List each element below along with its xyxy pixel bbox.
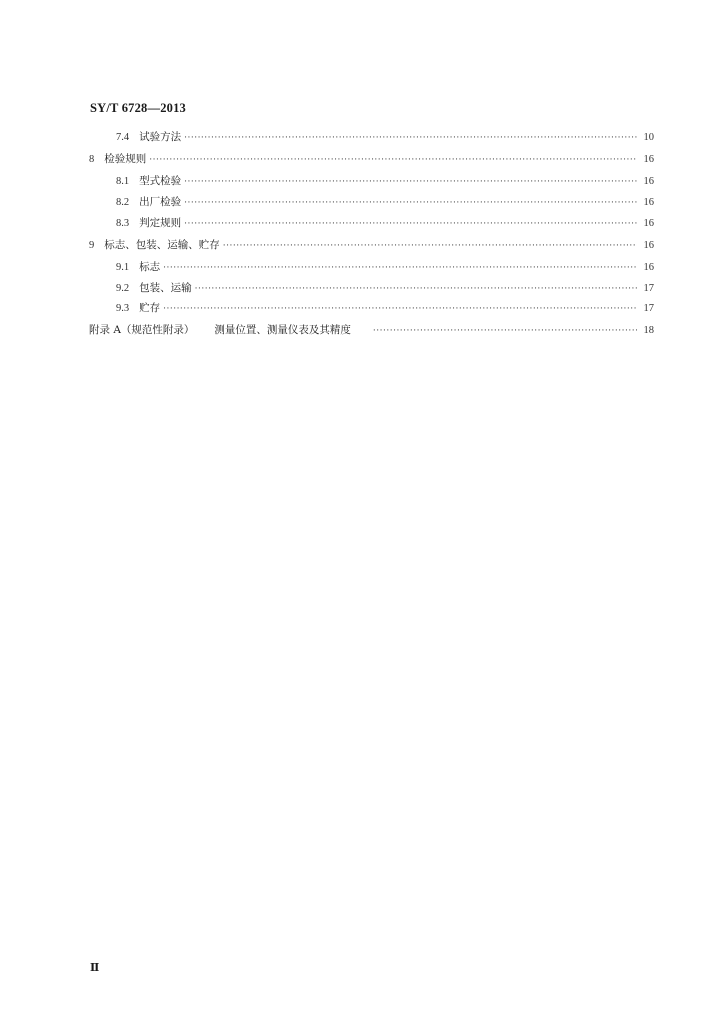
toc-entry-8[interactable] <box>89 151 654 167</box>
toc-entry-title: 试验方法 <box>139 131 182 143</box>
toc-entry-appendix-a[interactable] <box>89 322 654 338</box>
toc-entry-8-3[interactable] <box>116 215 654 231</box>
toc-entry-7-4[interactable] <box>116 129 654 145</box>
toc-entry-title: 出厂检验 <box>139 196 182 208</box>
toc-entry-number: 8.1 <box>116 176 130 187</box>
toc-entry-title: 包装、运输 <box>139 282 192 294</box>
toc-entry-page: 16 <box>643 197 654 208</box>
standard-code-header: SY/T 6728—2013 <box>90 101 186 115</box>
toc-entry-number: 9.1 <box>116 262 130 273</box>
toc-dot-leader <box>184 195 637 211</box>
toc-dot-leader <box>184 130 637 146</box>
toc-entry-title: 判定规则 <box>139 217 182 229</box>
toc-entry-title: 型式检验 <box>139 175 182 187</box>
toc-entry-page: 17 <box>643 303 654 314</box>
toc-entry-9-1[interactable] <box>116 259 654 275</box>
toc-entry-number: 9.2 <box>116 283 130 294</box>
toc-dot-leader <box>223 238 637 254</box>
toc-dot-leader <box>163 301 637 317</box>
toc-entry-title: 贮存 <box>139 302 161 314</box>
toc-entry-page: 18 <box>643 325 654 336</box>
toc-entry-page: 16 <box>643 218 654 229</box>
toc-entry-number: 8.2 <box>116 197 130 208</box>
toc-appendix-title: 测量位置、测量仪表及其精度 <box>214 324 351 336</box>
toc-entry-page: 10 <box>643 132 654 143</box>
toc-entry-9-3[interactable] <box>116 300 654 316</box>
toc-dot-leader <box>373 323 637 339</box>
toc-entry-number: 9.3 <box>116 303 130 314</box>
toc-entry-number: 7.4 <box>116 132 130 143</box>
toc-entry-9[interactable] <box>89 237 654 253</box>
toc-entry-page: 16 <box>643 154 654 165</box>
toc-entry-number: 8.3 <box>116 218 130 229</box>
toc-entry-page: 17 <box>643 283 654 294</box>
toc-entry-page: 16 <box>643 262 654 273</box>
toc-dot-leader <box>184 216 637 232</box>
toc-appendix-label: 附录 A（规范性附录） <box>89 324 195 336</box>
toc-entry-page: 16 <box>643 240 654 251</box>
toc-dot-leader <box>149 152 637 168</box>
toc-dot-leader <box>184 174 637 190</box>
toc-entry-number: 9 <box>89 240 95 251</box>
toc-entry-number: 8 <box>89 154 95 165</box>
toc-entry-page: 16 <box>643 176 654 187</box>
toc-entry-8-1[interactable] <box>116 173 654 189</box>
toc-entry-9-2[interactable] <box>116 280 654 296</box>
toc-dot-leader <box>195 281 637 297</box>
page-number-label: Ⅱ <box>90 962 100 974</box>
toc-entry-title: 标志、包装、运输、贮存 <box>104 239 220 251</box>
toc-dot-leader <box>163 260 637 276</box>
toc-entry-8-2[interactable] <box>116 194 654 210</box>
toc-entry-title: 标志 <box>139 261 161 273</box>
toc-entry-title: 检验规则 <box>104 153 147 165</box>
